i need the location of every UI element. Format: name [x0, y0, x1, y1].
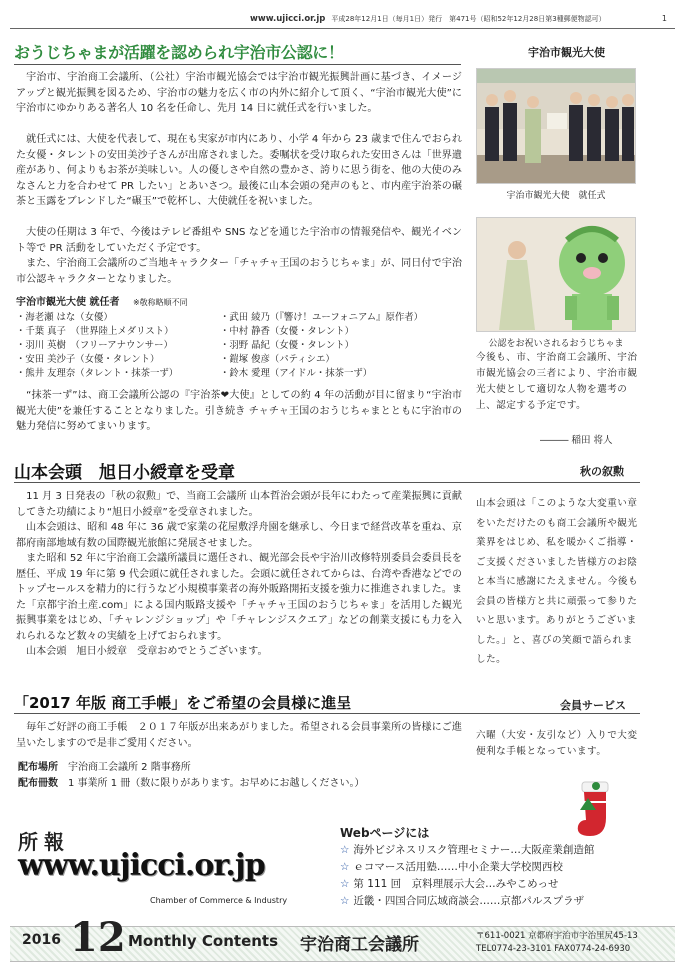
article2-title: 山本会頭 旭日小綬章を受章	[14, 463, 235, 483]
article3-title: 「2017 年版 商工手帳」をご希望の会員様に進呈	[14, 694, 352, 712]
web-item[interactable]: ☆ 海外ビジネスリスク管理セミナー…大阪産業創造館	[340, 844, 595, 856]
ambassador-list	[16, 296, 462, 381]
header-issue: 平成28年12月1日（毎月1日）発行 第471号（昭和52年12月28日第3種郵便物認可）	[331, 15, 606, 23]
article2-paragraph: 11 月 3 日発表の「秋の叙勲」で、当商工会議所 山本哲治会頭が長年にわたって産業振興に貢献してきた功績により“旭日小綬章”を受章されました。	[16, 491, 462, 518]
header-rule	[10, 28, 675, 29]
ceremony-photo-caption: 宇治市観光大使 就任式	[506, 191, 606, 201]
article1-paragraph: 宇治市、宇治商工会議所、（公社）宇治市観光協会では宇治市観光振興計画に基づき、イメージアップと観光振興を図るため、宇治市の魅力を広く市の内外に紹介して頂く、“宇治市観光大使”に宇治市にゆかりある著名人 10 名を任命し、先月 14 日に就任式を行いました。	[16, 72, 462, 114]
ambassador-list-title: 宇治市観光大使 就任者	[16, 297, 120, 308]
article2-side-label: 秋の叙勲	[580, 465, 624, 478]
place-label: 配布場所	[18, 762, 58, 773]
mascot-photo-caption: 公認をお祝いされるおうじちゃま	[488, 339, 624, 349]
article1-paragraph: また、宇治商工会議所のご当地キャラクター「チャチャ王国のおうじちゃま」が、同日付で宇治市公認キャラクターとなりました。	[16, 258, 462, 285]
article2-side-text: 山本会頭は「このような大変重い章をいただけたのも商工会議所や観光業界をはじめ、私を暖かくご指導・ご支援くださいました皆様方のお陰と本当に感謝にたえません。今後も会員の皆様方と共に頑張って参りたいと思います。ありがとうございました。」と、喜びの笑顔で語られました。	[476, 498, 639, 665]
web-item[interactable]: ☆ 近畿・四国合同広域商談会……京都パルスプラザ	[340, 895, 585, 907]
ceremony-illustration	[477, 69, 636, 184]
article3-paragraph: 毎年ご好評の商工手帳 ２０１７年版が出来あがりました。希望される会員事業所の皆様にご進呈いたしますので是非ご愛用ください。	[16, 722, 462, 749]
list-item: ・羽川 英樹 （フリーアナウンサー） ・羽野 晶紀（女優・タレント）	[16, 340, 354, 351]
article1-closing: “抹茶一ず”は、商工会議所公認の『宇治茶❤大使』としての約 4 年の活動が目に留まり“宇治市観光大使”を兼任することとなりました。引き続き チャチャ王国のおうじちゃまとともに宇治市の魅力発信に努めてまいります。	[16, 390, 462, 432]
header-site[interactable]: www.ujicci.or.jp	[250, 14, 326, 24]
star-icon: ☆	[340, 878, 350, 890]
footer-contact	[476, 930, 638, 956]
place-value: 宇治商工会議所 2 階事務所	[68, 762, 191, 773]
article1-body	[16, 70, 462, 287]
count-label: 配布冊数	[18, 778, 58, 789]
star-icon: ☆	[340, 861, 350, 873]
web-item[interactable]: ☆ ｅコマース活用塾……中小企業大学校関西校	[340, 861, 563, 873]
web-item[interactable]: ☆ 第 111 回 京料理展示大会…みやこめっせ	[340, 878, 559, 890]
count-value: 1 事業所 1 冊（数に限りがあります。お早めにお越しください。）	[68, 778, 365, 789]
footer-address: 〒611-0021 京都府宇治市宇治里尻45-13	[476, 931, 638, 941]
footer-shoho: 所報	[18, 830, 70, 854]
article2-paragraph: 山本会頭 旭日小綬章 受章おめでとうございます。	[26, 646, 268, 657]
ambassador-list-header	[16, 296, 462, 310]
web-title: Webページには	[340, 826, 430, 840]
christmas-stocking-icon	[570, 780, 620, 842]
distribution-info	[18, 760, 364, 792]
list-item: ・千葉 真子 （世界陸上メダリスト） ・中村 静香（女優・タレント）	[16, 326, 354, 337]
ambassador-list-note: ※敬称略順不同	[132, 298, 188, 307]
article3-side-label: 会員サービス	[560, 699, 626, 712]
mascot-photo	[476, 217, 636, 332]
list-item: ・安田 美沙子（女優・タレント） ・鎧塚 俊彦（パティシエ）	[16, 354, 335, 365]
footer-org: 宇治商工会議所	[300, 935, 419, 955]
list-item: ・海老瀬 はな（女優） ・武田 綾乃（『響け！ユーフォニアム』原作者）	[16, 312, 423, 323]
star-icon: ☆	[340, 844, 350, 856]
page-number: 1	[661, 14, 667, 23]
article1-title: おうじちゃまが活躍を認められ宇治市公認に！	[14, 43, 344, 62]
ceremony-photo	[476, 68, 636, 184]
article1-paragraph: 大使の任期は 3 年で、今後はテレビ番組や SNS などを通じた宇治市の情報発信や、観光イベント等で PR 活動をしていただく予定です。	[16, 227, 462, 254]
article2-body	[16, 489, 462, 660]
mascot-illustration	[477, 218, 636, 332]
article3-side-text: 六曜（大安・友引など）入りで大変便利な手帳となっています。	[476, 730, 638, 757]
article1-side-text: 今後も、市、宇治商工会議所、宇治市観光協会の三者により、宇治市観光大使として適切な人物を選考の上、認定する予定です。	[476, 352, 638, 411]
article3-rule	[14, 713, 640, 714]
article1-rule	[14, 64, 461, 65]
article2-paragraph: 山本会頭は、昭和 48 年に 36 歳で家業の花屋敷浮舟園を継承し、今日まで経営改革を重ね、京都府南部地域有数の国際観光旅館に発展させました。	[16, 522, 462, 549]
footer-english: Chamber of Commerce & Industry	[150, 896, 288, 905]
signature: ――― 稲田 将人	[540, 435, 613, 446]
article2-rule	[14, 482, 640, 483]
web-list	[340, 842, 670, 910]
footer-monthly: Monthly Contents	[128, 932, 279, 950]
footer-logo[interactable]: www.ujicci.or.jp	[18, 848, 265, 883]
footer-year: 2016	[22, 932, 61, 948]
star-icon: ☆	[340, 895, 350, 907]
footer-month: 12	[70, 914, 126, 961]
page-header	[250, 14, 667, 24]
article1-side-label: 宇治市観光大使	[528, 46, 605, 59]
article1-paragraph: 就任式には、大使を代表して、現在も実家が市内にあり、小学 4 年から 23 歳まで住んでおられた女優・タレントの安田美沙子さんが出席されました。委嘱状を受け取られた安田さんは「世界遺産があり、何よりもお茶が美味しい。人の優しさや自然の豊かさ、誇りに思う街を、他の大使のみなさんと力を合わせて PR したい」とあいさつ。最後に山本会頭の発声のもと、市内産宇治茶の碾茶と玉露をブレンドした“碾玉”で乾杯し、大使就任を祝いました。	[16, 134, 462, 207]
list-item: ・熊井 友理奈（タレント・抹茶一ず） ・鈴木 愛理（アイドル・抹茶一ず）	[16, 368, 373, 379]
footer-tel: TEL0774-23-3101 FAX0774-24-6930	[476, 944, 631, 954]
article2-paragraph: また昭和 52 年に宇治商工会議所議員に選任され、観光部会長や宇治川改修特別委員会委員長を歴任、平成 19 年に第 9 代会頭に就任されました。会頭に就任されてからは、台湾や香港などでのトップセールスを精力的に行うなど小規模事業者の海外販路開拓支援を強力に推進されました。また「京都宇治土産.com」による国内販路支援や「チャチャ王国のおうじちゃま」を活用した観光振興事業をはじめ、「チャレンジショップ」や「チャレンジスクエア」などの創業支援にも力を入れられるなど数々の実績を上げておられます。	[16, 553, 462, 642]
